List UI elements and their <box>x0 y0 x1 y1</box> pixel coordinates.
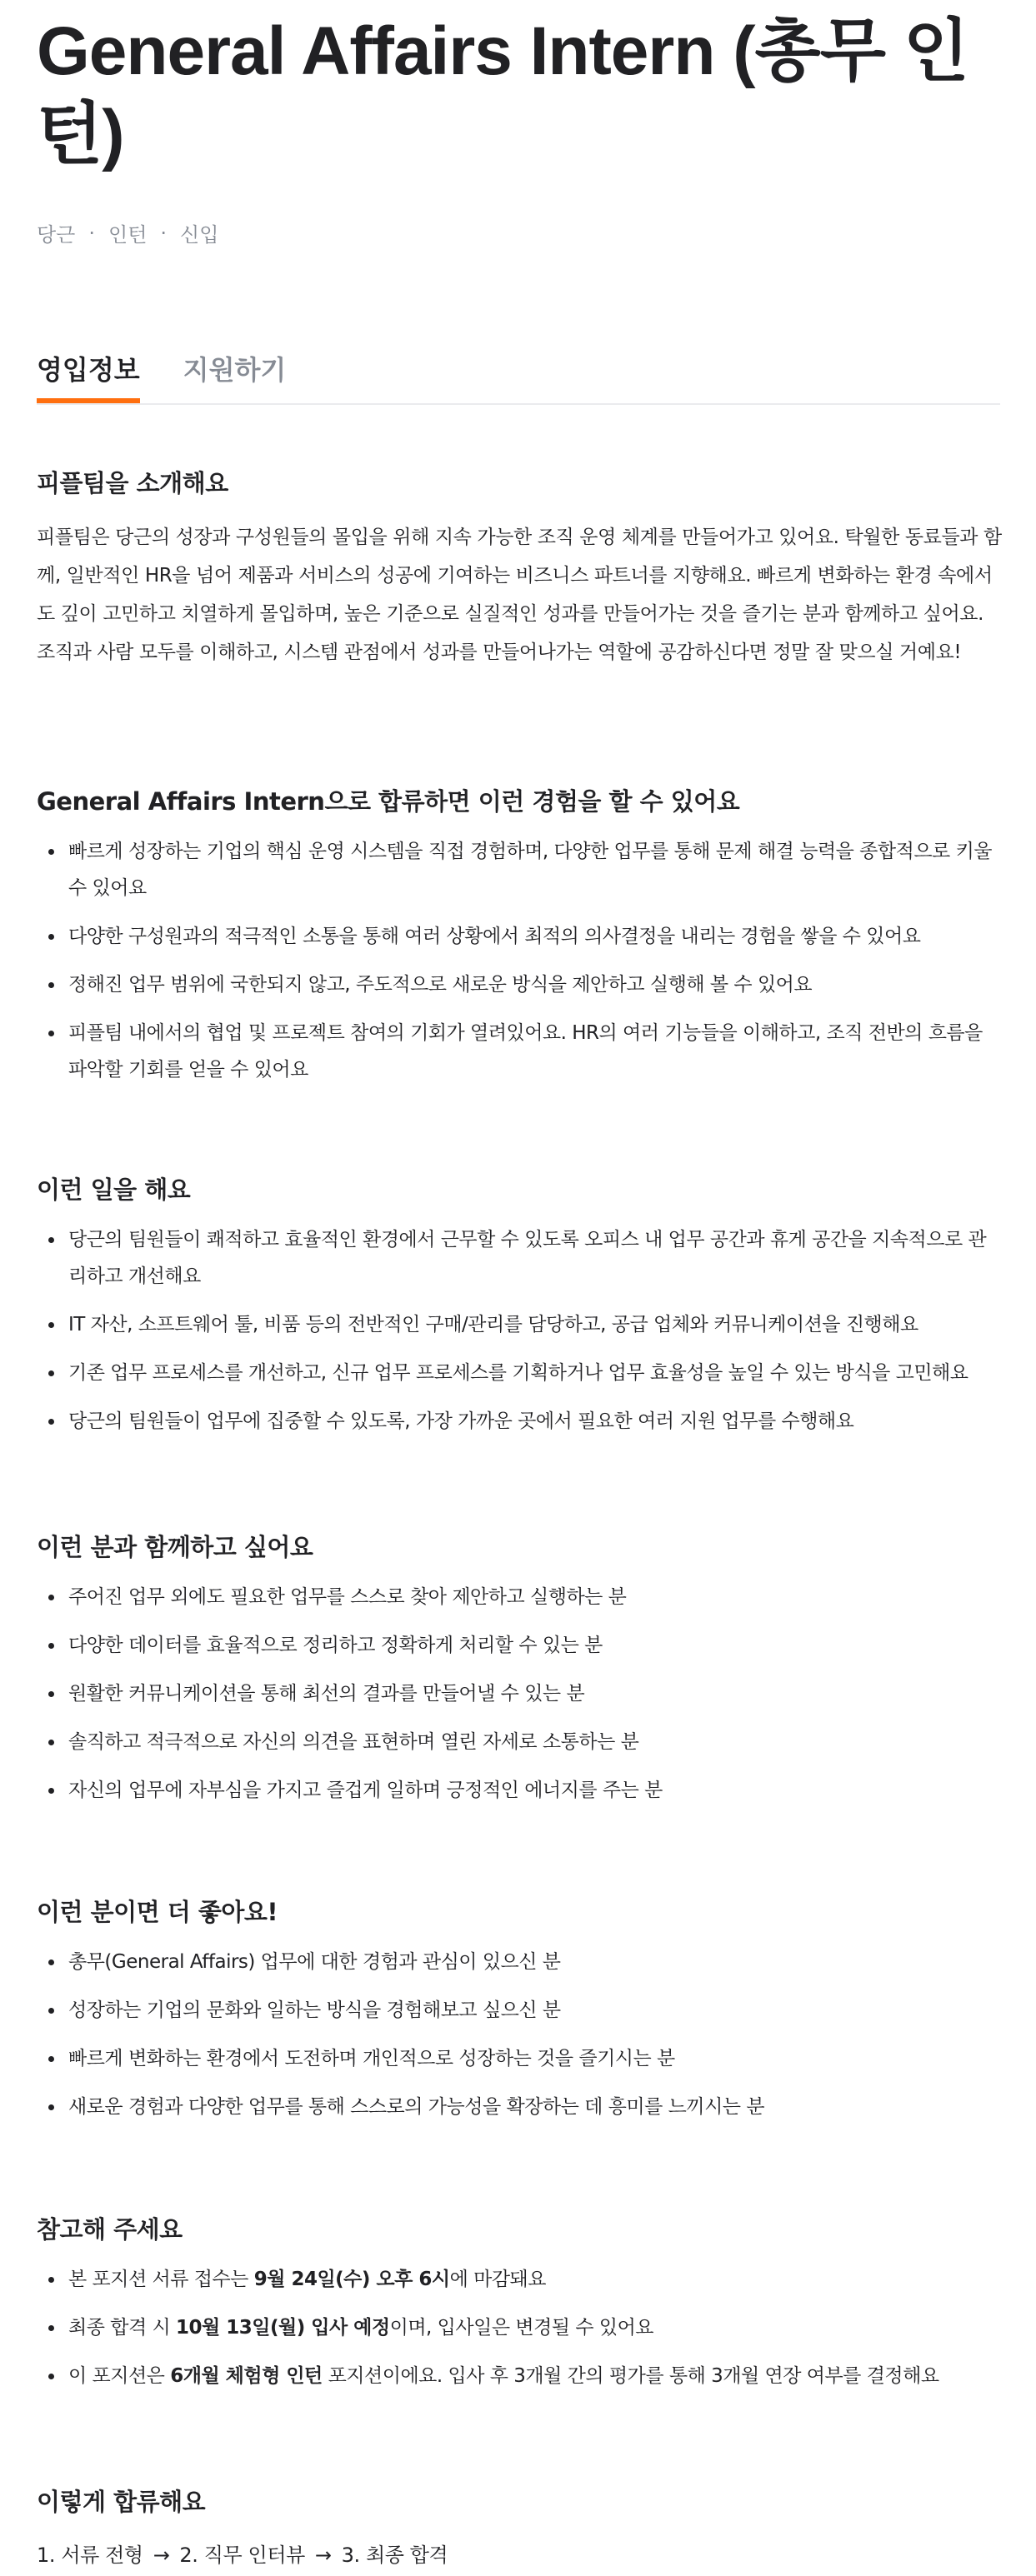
section-title: 참고해 주세요 <box>37 2215 183 2244</box>
note-position-type: 6개월 체험형 인턴 <box>170 2365 323 2387</box>
note-deadline: 9월 24일(수) 오후 6시 <box>253 2269 450 2290</box>
hiring-process <box>37 2537 1003 2574</box>
section-wanted <box>37 1530 1003 1820</box>
section-notes <box>37 2213 1003 2406</box>
section-title: 이런 분과 함께하고 싶어요 <box>37 1533 313 1561</box>
list-item: 총무(General Affairs) 업무에 대한 경험과 관심이 있으신 분 <box>37 1944 1003 1980</box>
bullet-list <box>37 2261 1003 2394</box>
list-item <box>37 2309 1003 2346</box>
note-text: 포지션이에요. 입사 후 3개월 간의 평가를 통해 3개월 연장 여부를 결정해요 <box>322 2365 939 2387</box>
list-item <box>37 2358 1003 2394</box>
process-step: 2. 직무 인터뷰 <box>179 2544 305 2567</box>
bullet-list <box>37 833 1003 1088</box>
list-item: 빠르게 성장하는 기업의 핵심 운영 시스템을 직접 경험하며, 다양한 업무를 통해 문제 해결 능력을 종합적으로 키울 수 있어요 <box>37 833 1003 906</box>
note-text: 본 포지션 서류 접수는 <box>68 2269 254 2290</box>
list-item: 주어진 업무 외에도 필요한 업무를 스스로 찾아 제안하고 실행하는 분 <box>37 1579 1003 1615</box>
tab-apply[interactable]: 지원하기 <box>183 354 287 386</box>
section-body: 피플팀은 당근의 성장과 구성원들의 몰입을 위해 지속 가능한 조직 운영 체계를 만들어가고 있어요. 탁월한 동료들과 함께, 일반적인 HR을 넘어 제품과 서비스의 성공에 기여하는 비즈니스 파트너를 지향해요. 빠르게 변화하는 환경 속에서도 깊이 고민하고 치열하게 몰입하며, 높은 기준으로 실질적인 성과를 만들어가는 것을 즐기는 분과 함께하고 싶어요. 조직과 사람 모두를 이해하고, 시스템 관점에서 성과를 만들어나가는 역할에 공감하신다면 정말 잘 맞으실 거예요! <box>37 527 1002 663</box>
list-item: 정해진 업무 범위에 국한되지 않고, 주도적으로 새로운 방식을 제안하고 실행해 볼 수 있어요 <box>37 966 1003 1003</box>
list-item: 당근의 팀원들이 업무에 집중할 수 있도록, 가장 가까운 곳에서 필요한 여러 지원 업무를 수행해요 <box>37 1403 1003 1440</box>
tab-job-info[interactable]: 영입정보 <box>37 350 140 403</box>
arrow-right-icon: → <box>314 2544 332 2567</box>
list-item: 새로운 경험과 다양한 업무를 통해 스스로의 가능성을 확장하는 데 흥미를 느끼시는 분 <box>37 2089 1003 2125</box>
job-meta <box>37 218 218 247</box>
list-item: 피플팀 내에서의 협업 및 프로젝트 참여의 기회가 열려있어요. HR의 여러 기능들을 이해하고, 조직 전반의 흐름을 파악할 기회를 얻을 수 있어요 <box>37 1015 1003 1088</box>
list-item: 다양한 데이터를 효율적으로 정리하고 정확하게 처리할 수 있는 분 <box>37 1627 1003 1664</box>
list-item: 기존 업무 프로세스를 개선하고, 신규 업무 프로세스를 기획하거나 업무 효율성을 높일 수 있는 방식을 고민해요 <box>37 1355 1003 1391</box>
section-title: General Affairs Intern으로 합류하면 이런 경험을 할 수 있어요 <box>37 787 740 816</box>
bullet-list <box>37 1944 1003 2125</box>
meta-career-level: 신입 <box>180 223 219 247</box>
section-process <box>37 2485 1003 2574</box>
section-bonus <box>37 1895 1003 2137</box>
section-title: 피플팀을 소개해요 <box>37 469 228 497</box>
section-title: 이런 일을 해요 <box>37 1176 191 1204</box>
bullet-list <box>37 1221 1003 1440</box>
section-intro <box>37 467 1003 671</box>
section-experience <box>37 785 1003 1100</box>
list-item: 솔직하고 적극적으로 자신의 의견을 표현하며 열린 자세로 소통하는 분 <box>37 1724 1003 1760</box>
meta-employment-type: 인턴 <box>108 223 148 247</box>
list-item: 성장하는 기업의 문화와 일하는 방식을 경험해보고 싶으신 분 <box>37 1992 1003 2029</box>
bullet-list <box>37 1579 1003 1809</box>
meta-separator: · <box>88 221 96 245</box>
process-step: 3. 최종 합격 <box>341 2544 448 2567</box>
note-text: 최종 합격 시 <box>68 2317 177 2339</box>
process-step: 1. 서류 전형 <box>37 2544 143 2567</box>
note-text: 이 포지션은 <box>68 2365 171 2387</box>
tab-bar <box>37 350 1000 405</box>
list-item: 원활한 커뮤니케이션을 통해 최선의 결과를 만들어낼 수 있는 분 <box>37 1675 1003 1712</box>
section-title: 이런 분이면 더 좋아요! <box>37 1898 278 1926</box>
list-item: 빠르게 변화하는 환경에서 도전하며 개인적으로 성장하는 것을 즐기시는 분 <box>37 2040 1003 2077</box>
section-title: 이렇게 합류해요 <box>37 2488 206 2516</box>
list-item: IT 자산, 소프트웨어 툴, 비품 등의 전반적인 구매/관리를 담당하고, 공급 업체와 커뮤니케이션을 진행해요 <box>37 1306 1003 1343</box>
note-text: 이며, 입사일은 변경될 수 있어요 <box>389 2317 654 2339</box>
page-title: General Affairs Intern (총무 인턴) <box>37 13 968 172</box>
note-start-date: 10월 13일(월) 입사 예정 <box>176 2317 390 2339</box>
section-duties <box>37 1173 1003 1451</box>
meta-company: 당근 <box>37 223 76 247</box>
note-text: 에 마감돼요 <box>449 2269 546 2290</box>
arrow-right-icon: → <box>153 2544 170 2567</box>
list-item <box>37 2261 1003 2298</box>
list-item: 자신의 업무에 자부심을 가지고 즐겁게 일하며 긍정적인 에너지를 주는 분 <box>37 1772 1003 1809</box>
list-item: 다양한 구성원과의 적극적인 소통을 통해 여러 상황에서 최적의 의사결정을 내리는 경험을 쌓을 수 있어요 <box>37 918 1003 955</box>
list-item: 당근의 팀원들이 쾌적하고 효율적인 환경에서 근무할 수 있도록 오피스 내 업무 공간과 휴게 공간을 지속적으로 관리하고 개선해요 <box>37 1221 1003 1295</box>
meta-separator: · <box>160 221 168 245</box>
